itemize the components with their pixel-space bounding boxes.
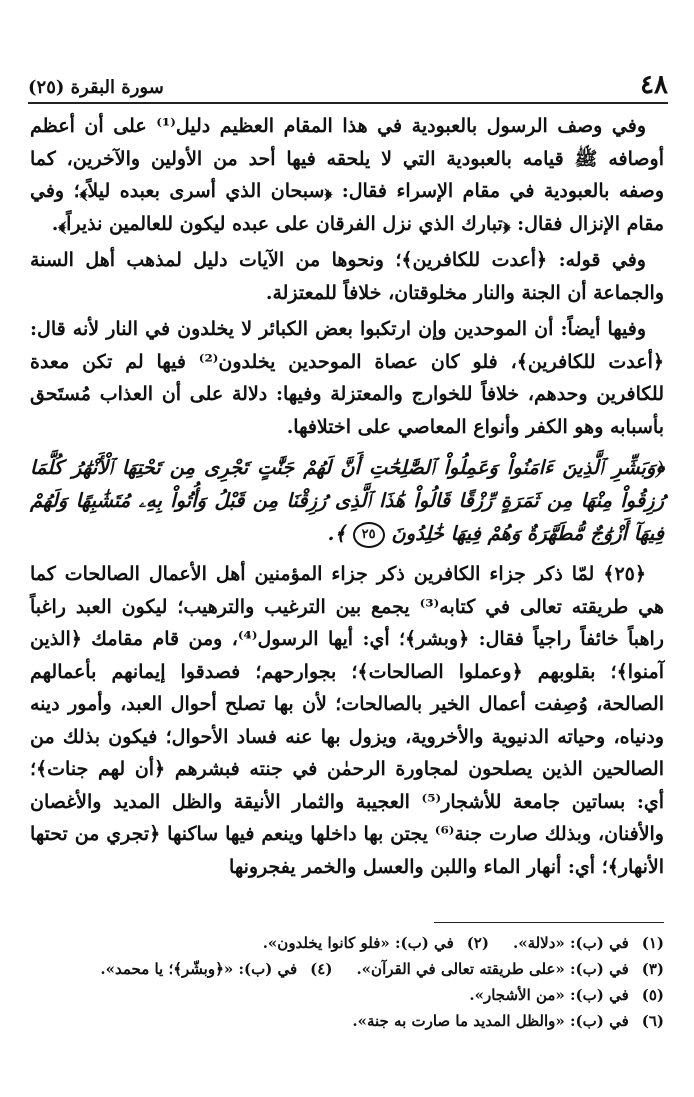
footnote-2 [263,930,489,956]
quran-verse [30,451,664,550]
footnote-number: (٤) [310,960,333,978]
footnote-number: (٢) [466,934,489,952]
footnote-4 [100,956,332,982]
footnote-number: (١) [641,934,664,952]
surah-title: سورة البقرة (٢٥) [28,77,164,98]
footnote-row [30,982,664,1008]
footnote-6 [352,1008,664,1034]
footnote-text: في (ب): «فلو كانوا يخلدون». [262,934,454,952]
footnote-divider [434,922,664,923]
footnote-row [30,1008,664,1034]
footnote-row [30,956,664,982]
footnote-text: في (ب): «والظل المديد ما صارت به جنة». [352,1012,629,1030]
ayah-number-marker: ٢٥ [353,522,385,548]
footnote-1 [513,930,664,956]
paragraph-1: وفي وصف الرسول بالعبودية في هذا المقام العظيم دليل⁽¹⁾ على أن أعظم أوصافه ﷺ قيامه بالعبودية التي لا يلحقه فيها أحد من الأولين والآخرين، كما وصفه بالعبودية في مقام الإسراء فقال: ﴿سبحان الذي أسرى بعبده ليلاً﴾؛ وفي مقام الإنزال فقال: ﴿تبارك الذي نزل الفرقان على عبده ليكون للعالمين نذيراً﴾. [30,115,664,235]
quran-verse-close: ﴾. [327,522,346,545]
footnote-number: (٦) [641,1012,664,1030]
quran-verse-text: ﴿وَبَشِّرِ ٱلَّذِينَ ءَامَنُواْ وَعَمِلُواْ ٱلصَّٰلِحَٰتِ أَنَّ لَهُمْ جَنَّٰتٍ تَجْرِى مِن تَحْتِهَا ٱلْأَنْهَٰرُ كُلَّمَا رُزِقُواْ مِنْهَا مِن ثَمَرَةٍ رِّزْقًا قَالُواْ هَٰذَا ٱلَّذِى رُزِقْنَا مِن قَبْلُ وَأُتُواْ بِهِۦ مُتَشَٰبِهًا وَلَهُمْ فِيهَآ أَزْوَٰجٌ مُّطَهَّرَةٌ وَهُمْ فِيهَا خَٰلِدُونَ [30,456,664,545]
footnote-text: في (ب): «من الأشجار». [469,986,629,1004]
footnote-text: في (ب): «دلالة». [512,934,629,952]
footnote-text: في (ب): «على طريقته تعالى في القرآن». [356,960,629,978]
footnote-3 [356,956,664,982]
paragraph-2: وفي قوله: ﴿أعدت للكافرين﴾؛ ونحوها من الآيات دليل لمذهب أهل السنة والجماعة أن الجنة والنار مخلوقتان، خلافاً للمعتزلة. [30,249,664,304]
page-header [28,58,668,104]
paragraph-3: وفيها أيضاً: أن الموحدين وإن ارتكبوا بعض الكبائر لا يخلدون في النار لأنه قال: ﴿أعدت للكافرين﴾، فلو كان عصاة الموحدين يخلدون⁽²⁾ فيها لم تكن معدة للكافرين وحدهم، خلافاً للخوارج والمعتزلة وفيها: دلالة على أن العذاب مُستَحق بأسبابه وهو الكفر وأنواع المعاصي على اختلافها. [30,318,664,438]
main-text [30,110,664,887]
footnote-row [30,930,664,956]
footnote-5 [469,982,664,1008]
paragraph-4: ﴿٢٥﴾ لمّا ذكر جزاء الكافرين ذكر جزاء المؤمنين أهل الأعمال الصالحات كما هي طريقته تعالى في كتابه⁽³⁾ يجمع بين الترغيب والترهيب؛ ليكون العبد راغباً راهباً خائفاً راجياً فقال: ﴿وبشر﴾؛ أي: أيها الرسول⁽⁴⁾، ومن قام مقامك ﴿الذين آمنوا﴾؛ بقلوبهم ﴿وعملوا الصالحات﴾؛ بجوارحهم؛ فصدقوا إيمانهم بأعمالهم الصالحة، وُصِفت أعمال الخير بالصالحات؛ لأن بها تصلح أحوال العبد، وأمور دينه ودنياه، وحياته الدنيوية والأخروية، ويزول بها عنه فساد الأحوال؛ فيكون بذلك من الصالحين الذين يصلحون لمجاورة الرحمٰن في جنته فبشرهم ﴿أن لهم جنات﴾؛ أي: بساتين جامعة للأشجار⁽⁵⁾ العجيبة والثمار الأنيقة والظل المديد والأغصان والأفنان، وبذلك صارت جنة⁽⁶⁾ يجتن بها داخلها وينعم فيها ساكنها ﴿تجري من تحتها الأنهار﴾؛ أي: أنهار الماء واللبن والعسل والخمر يفجرونها [30,563,664,878]
footnotes [30,930,664,1034]
footnote-number: (٣) [641,960,664,978]
footnote-number: (٥) [641,986,664,1004]
page-number: ٤٨ [640,70,668,100]
footnote-text: في (ب): «﴿وبشّر﴾؛ يا محمد». [100,960,298,978]
